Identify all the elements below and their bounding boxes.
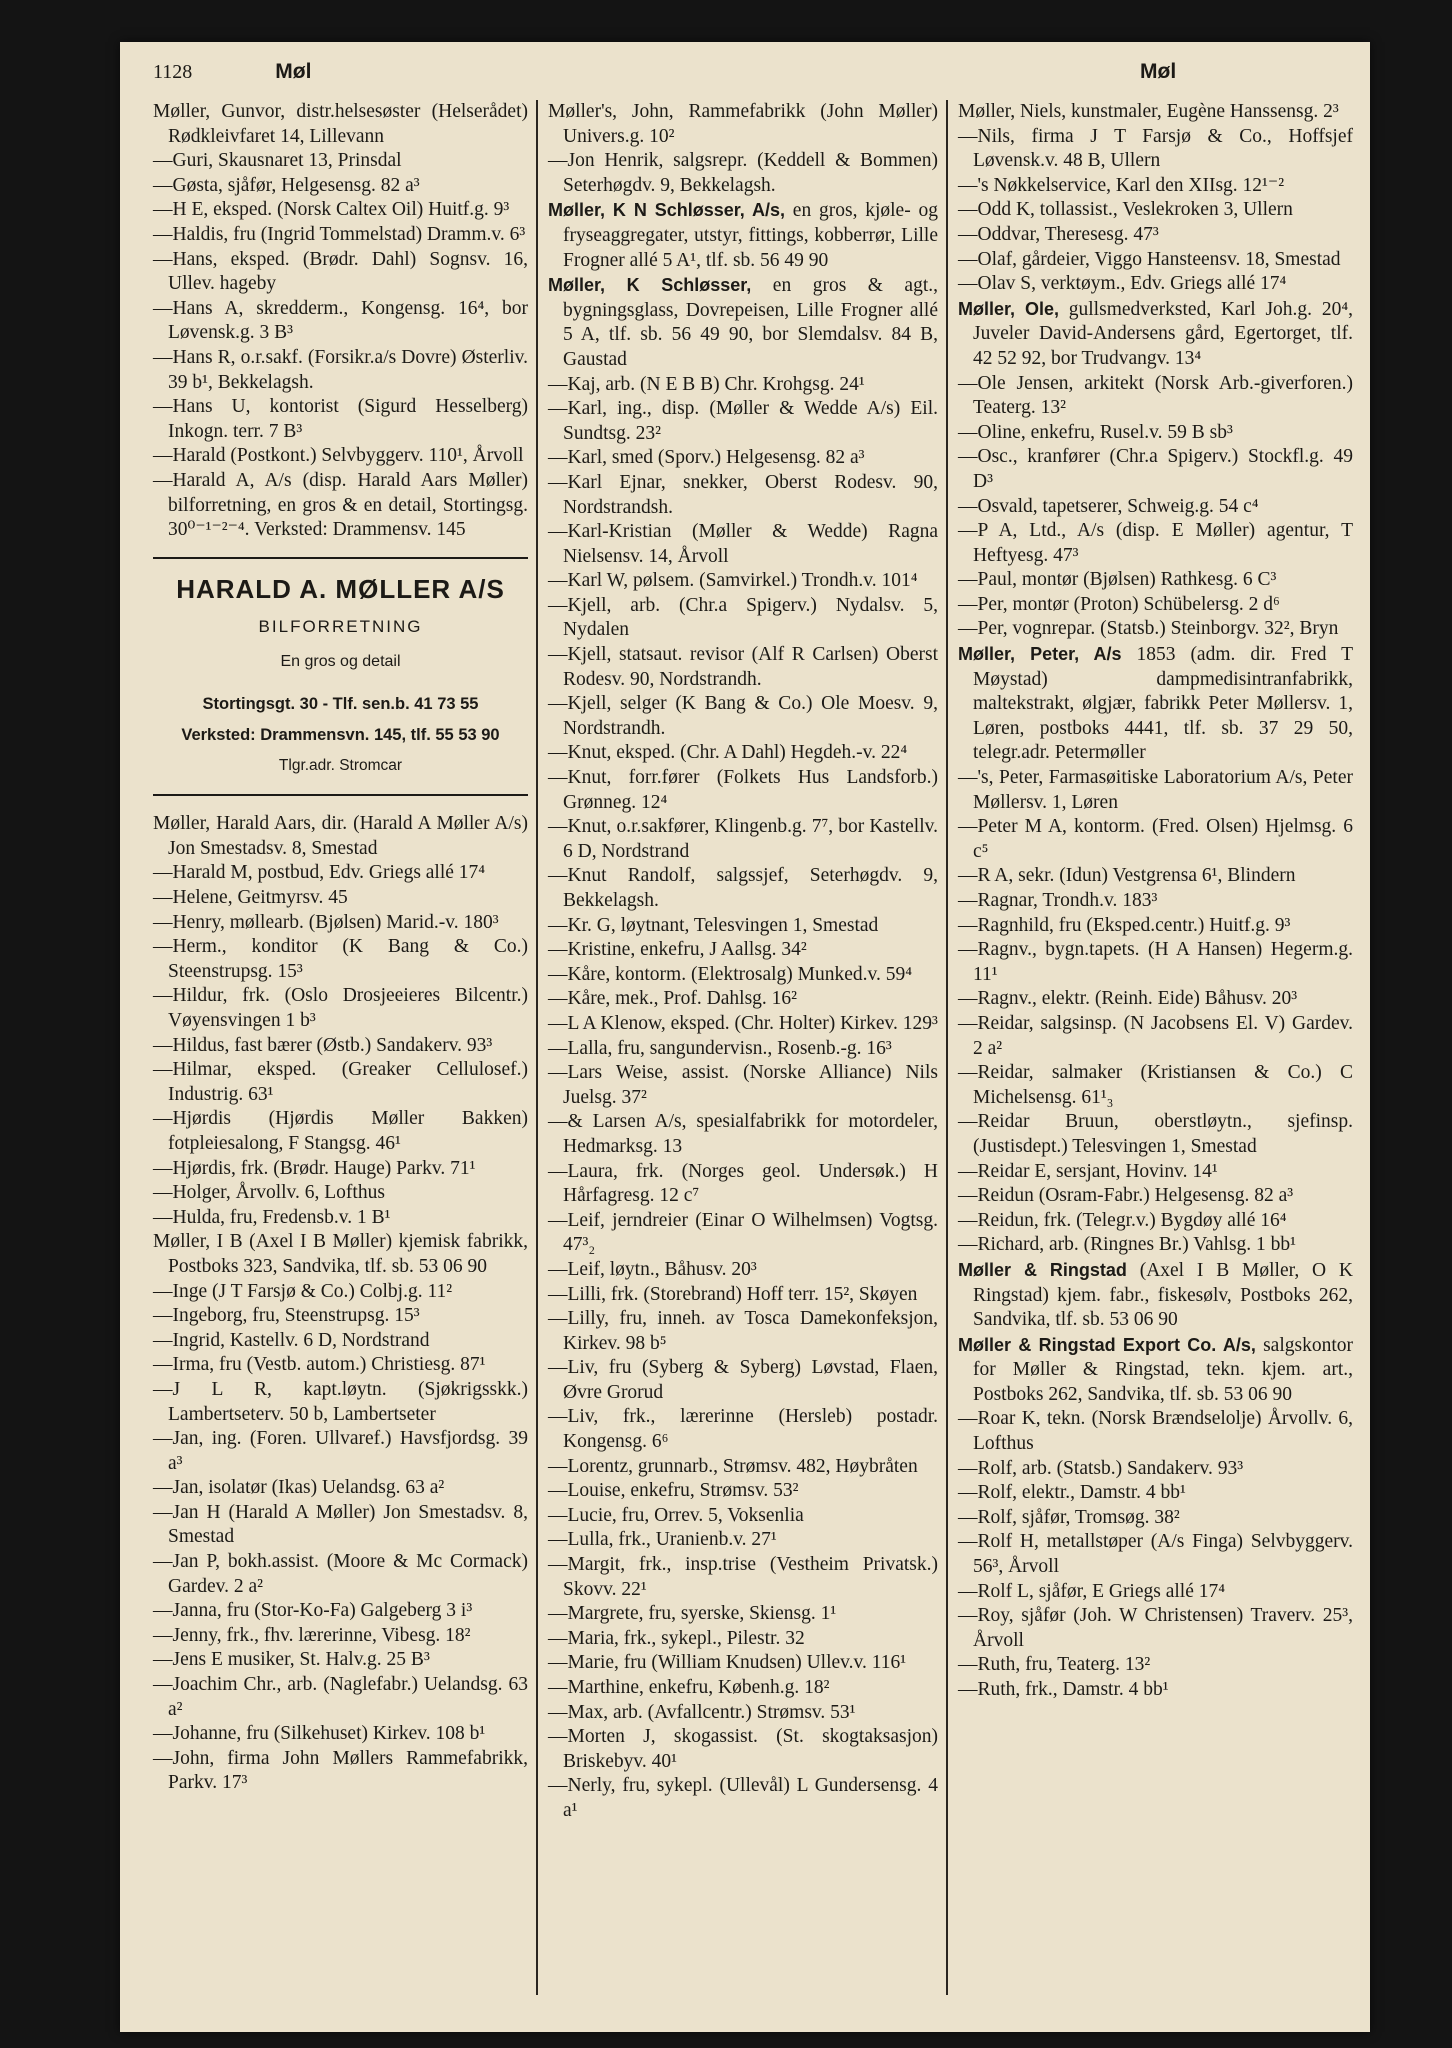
directory-entry: —Jan H (Harald A Møller) Jon Smestadsv. 8, Smestad xyxy=(153,1501,528,1548)
directory-entry: —Roy, sjåfør (Joh. W Christensen) Traverv. 25³, Årvoll xyxy=(958,1605,1353,1651)
directory-entry: —Knut Randolf, salgssjef, Seterhøgdv. 9, Bekkelagsh. xyxy=(548,865,938,911)
directory-entry: —Per, vognrepar. (Statsb.) Steinborgv. 32², Bryn xyxy=(958,618,1339,640)
ad-workshop-line: Verksted: Drammensvn. 145, tlf. 55 53 90 xyxy=(181,726,500,745)
directory-entry: —Lalla, fru, sangundervisn., Rosenb.-g. 16³ xyxy=(548,1037,892,1059)
entry-list xyxy=(548,100,938,1824)
directory-entry: —Knut, forr.fører (Folkets Hus Landsforb.) Grønneg. 12⁴ xyxy=(548,767,938,813)
directory-entry: —Olaf, gårdeier, Viggo Hansteensv. 18, Smestad xyxy=(958,248,1341,270)
directory-entry: —Janna, fru (Stor-Ko-Fa) Galgeberg 3 i³ xyxy=(153,1600,473,1622)
directory-entry: —Hilmar, eksped. (Greaker Cellulosef.) Industrig. 63¹ xyxy=(153,1059,528,1105)
entry-list xyxy=(153,812,528,1796)
directory-entry: —Guri, Skausnaret 13, Prinsdal xyxy=(153,150,402,172)
entry-heading: Møller, K N Schløsser, A/s, xyxy=(548,200,786,221)
directory-entry: —J L R, kapt.løytn. (Sjøkrigsskk.) Lambertseterv. 50 b, Lambertseter xyxy=(153,1378,528,1425)
directory-entry: —Jan P, bokh.assist. (Moore & Mc Cormack) Gardev. 2 a² xyxy=(153,1551,528,1597)
directory-entry: —Max, arb. (Avfallcentr.) Strømsv. 53¹ xyxy=(548,1701,856,1723)
entry-list xyxy=(153,100,528,543)
entry-text: en gros, kjøle- og fryseaggregater, utstyr, fittings, kobberrør, Lille Frogner allé 5 A¹, tlf. sb. 56 49 90 xyxy=(563,200,938,271)
directory-entry: —Reidun, frk. (Telegr.v.) Bygdøy allé 16⁴ xyxy=(958,1209,1287,1231)
directory-entry: —Ole Jensen, arkitekt (Norsk Arb.-giverforen.) Teaterg. 13² xyxy=(958,372,1353,419)
directory-entry: —Maria, frk., sykepl., Pilestr. 32 xyxy=(548,1627,805,1649)
directory-entry: —Laura, frk. (Norges geol. Undersøk.) H Hårfagresg. 12 c⁷ xyxy=(548,1160,938,1207)
directory-entry: —Reidun (Osram-Fabr.) Helgesensg. 82 a³ xyxy=(958,1185,1294,1207)
column-divider xyxy=(946,100,948,1995)
directory-entry: —Lulla, frk., Uranienb.v. 27¹ xyxy=(548,1529,777,1551)
directory-entry: —Inge (J T Farsjø & Co.) Colbj.g. 11² xyxy=(153,1280,453,1302)
directory-entry: —Rolf L, sjåfør, E Griegs allé 17⁴ xyxy=(958,1580,1226,1602)
ad-address-line: Stortingsgt. 30 - Tlf. sen.b. 41 73 55 xyxy=(202,695,479,714)
directory-entry: —Irma, fru (Vestb. autom.) Christiesg. 87¹ xyxy=(153,1354,486,1376)
entry-text: en gros & agt., bygningsglass, Dovrepeisen, Lille Frogner allé 5 A, tlf. sb. 56 49 90, bor Slemdalsv. 84 B, Gaustad xyxy=(563,275,938,370)
entry-heading: Møller, Peter, A/s xyxy=(958,644,1122,665)
directory-entry: —Reidar, salmaker (Kristiansen & Co.) C Michelsensg. 61¹₃ xyxy=(958,1062,1353,1108)
directory-entry: —Harald (Postkont.) Selvbyggerv. 110¹, Årvoll xyxy=(153,445,524,467)
directory-entry xyxy=(958,1333,1353,1408)
entry-heading: Møller, K Schløsser, xyxy=(548,275,752,296)
directory-entry: —Rolf, sjåfør, Tromsøg. 38² xyxy=(958,1506,1180,1528)
directory-entry: —Hans A, skredderm., Kongensg. 16⁴, bor Løvensk.g. 3 B³ xyxy=(153,297,528,344)
column-2 xyxy=(548,100,938,1824)
directory-entry: —Hildur, frk. (Oslo Drosjeeieres Bilcentr.) Vøyensvingen 1 b³ xyxy=(153,985,528,1031)
column-1 xyxy=(153,100,528,1796)
directory-entry: —Karl W, pølsem. (Samvirkel.) Trondh.v. 101⁴ xyxy=(548,570,918,592)
directory-entry: —Lilly, fru, inneh. av Tosca Damekonfeksjon, Kirkev. 98 b⁵ xyxy=(548,1308,938,1354)
directory-entry: —John, firma John Møllers Rammefabrikk, Parkv. 17³ xyxy=(153,1747,528,1794)
directory-entry: Møller, Gunvor, distr.helsesøster (Helserådet) Rødkleivfaret 14, Lillevann xyxy=(153,101,528,147)
directory-entry: —Harald A, A/s (disp. Harald Aars Møller) bilforretning, en gros & en detail, Stortingsg. 30⁰⁻¹⁻²⁻⁴. Verksted: Drammensv. 145 xyxy=(153,469,528,541)
directory-entry: —Rolf, elektr., Damstr. 4 bb¹ xyxy=(958,1482,1186,1504)
directory-entry: —Richard, arb. (Ringnes Br.) Vahlsg. 1 bb¹ xyxy=(958,1234,1297,1256)
advertisement-box xyxy=(153,557,528,797)
header-keyword-right: Møl xyxy=(1140,60,1177,83)
directory-entry: —Marthine, enkefru, Københ.g. 18² xyxy=(548,1677,830,1698)
directory-entry: —Ragnv., bygn.tapets. (H A Hansen) Hegerm.g. 11¹ xyxy=(958,939,1353,985)
directory-entry: —Rolf H, metallstøper (A/s Finga) Selvbyggerv. 56³, Årvoll xyxy=(958,1531,1353,1578)
directory-entry: —Ruth, frk., Damstr. 4 bb¹ xyxy=(958,1679,1169,1700)
directory-page xyxy=(120,42,1370,2032)
directory-entry: —Karl, smed (Sporv.) Helgesensg. 82 a³ xyxy=(548,447,865,469)
directory-entry: —Hans, eksped. (Brødr. Dahl) Sognsv. 16, Ullev. hageby xyxy=(153,248,528,295)
column-3 xyxy=(958,100,1353,1703)
ad-subtitle: BILFORRETNING xyxy=(258,617,423,637)
directory-entry: —Rolf, arb. (Statsb.) Sandakerv. 93³ xyxy=(958,1457,1244,1479)
directory-entry: —Reidar, salgsinsp. (N Jacobsens El. V) Gardev. 2 a² xyxy=(958,1012,1353,1059)
directory-entry: —Ragnv., elektr. (Reinh. Eide) Båhusv. 20³ xyxy=(958,988,1298,1010)
directory-entry: —Ragnhild, fru (Eksped.centr.) Huitf.g. 9³ xyxy=(958,914,1291,936)
directory-entry: —Hjørdis, frk. (Brødr. Hauge) Parkv. 71¹ xyxy=(153,1157,476,1179)
entry-heading: Møller & Ringstad xyxy=(958,1259,1127,1280)
directory-entry: —Joachim Chr., arb. (Naglefabr.) Uelandsg. 63 a² xyxy=(153,1674,528,1720)
directory-entry: —Kåre, mek., Prof. Dahlsg. 16² xyxy=(548,988,798,1010)
directory-entry: —Karl Ejnar, snekker, Oberst Rodesv. 90, Nordstrandsh. xyxy=(548,471,938,518)
directory-entry: —Margit, frk., insp.trise (Vestheim Privatsk.) Skovv. 22¹ xyxy=(548,1554,938,1600)
entry-heading: Møller & Ringstad Export Co. A/s, xyxy=(958,1334,1256,1355)
directory-entry: —Oddvar, Theresesg. 47³ xyxy=(958,223,1159,245)
directory-entry: —Holger, Årvollv. 6, Lofthus xyxy=(153,1182,385,1204)
entry-text: salgskontor for Møller & Ringstad, tekn. kjem. art., Postboks 262, Sandvika, tlf. sb. 53 06 90 xyxy=(973,1334,1353,1405)
directory-entry: —Morten J, skogassist. (St. skogtaksasjon) Briskebyv. 40¹ xyxy=(548,1726,938,1772)
directory-entry: —Per, montør (Proton) Schübelersg. 2 d⁶ xyxy=(958,593,1280,615)
directory-entry: —Lucie, fru, Orrev. 5, Voksenlia xyxy=(548,1504,804,1526)
directory-entry: —Oline, enkefru, Rusel.v. 59 B sb³ xyxy=(958,421,1233,443)
directory-entry: —Lars Weise, assist. (Norske Alliance) Nils Juelsg. 37² xyxy=(548,1062,938,1108)
directory-entry: —Harald M, postbud, Edv. Griegs allé 17⁴ xyxy=(153,862,486,884)
directory-entry: —Hans U, kontorist (Sigurd Hesselberg) Inkogn. terr. 7 B³ xyxy=(153,396,528,442)
directory-entry: —Hildus, fast bærer (Østb.) Sandakerv. 93³ xyxy=(153,1034,493,1056)
directory-entry: —Paul, montør (Bjølsen) Rathkesg. 6 C³ xyxy=(958,569,1277,591)
directory-entry xyxy=(958,297,1353,372)
directory-entry: —Herm., konditor (K Bang & Co.) Steenstrupsg. 15³ xyxy=(153,936,528,982)
directory-entry: —Nils, firma J T Farsjø & Co., Hoffsjef Løvensk.v. 48 B, Ullern xyxy=(958,125,1353,172)
directory-entry: —Lorentz, grunnarb., Strømsv. 482, Høybråten xyxy=(548,1455,918,1477)
directory-entry: —Karl, ing., disp. (Møller & Wedde A/s) Eil. Sundtsg. 23² xyxy=(548,398,938,444)
directory-entry: —Ingrid, Kastellv. 6 D, Nordstrand xyxy=(153,1329,430,1351)
directory-entry: —Kåre, kontorm. (Elektrosalg) Munked.v. 59⁴ xyxy=(548,963,913,985)
directory-entry xyxy=(548,198,938,273)
ad-tagline: En gros og detail xyxy=(280,652,401,670)
ad-title: HARALD A. MØLLER A/S xyxy=(176,573,505,604)
directory-entry: —Helene, Geitmyrsv. 45 xyxy=(153,887,348,909)
directory-entry: —Jan, ing. (Foren. Ullvaref.) Havsfjordsg. 39 a³ xyxy=(153,1428,528,1474)
directory-entry: —Knut, o.r.sakfører, Klingenb.g. 7⁷, bor Kastellv. 6 D, Nordstrand xyxy=(548,816,938,862)
directory-entry: —Ruth, fru, Teaterg. 13² xyxy=(958,1654,1151,1676)
directory-entry: —Olav S, verktøym., Edv. Griegs allé 17⁴ xyxy=(958,273,1287,295)
directory-entry: —Jan, isolatør (Ikas) Uelandsg. 63 a² xyxy=(153,1477,445,1499)
directory-entry: —Liv, frk., lærerinne (Hersleb) postadr. Kongensg. 6⁶ xyxy=(548,1406,938,1453)
entry-text: (Axel I B Møller, O K Ringstad) kjem. fabr., fiskesølv, Postboks 262, Sandvika, tlf. sb. 53 06 90 xyxy=(973,1259,1353,1331)
directory-entry: —Leif, jerndreier (Einar O Wilhelmsen) Vogtsg. 47³₂ xyxy=(548,1209,938,1256)
directory-entry: —'s Nøkkelservice, Karl den XIIsg. 12¹⁻² xyxy=(958,174,1285,196)
directory-entry: —Odd K, tollassist., Veslekroken 3, Ullern xyxy=(958,199,1293,221)
directory-entry: Møller, Harald Aars, dir. (Harald A Møller A/s) Jon Smestadsv. 8, Smestad xyxy=(153,813,528,859)
directory-entry: —Haldis, fru (Ingrid Tommelstad) Dramm.v. 6³ xyxy=(153,223,526,245)
ad-telegram-address: Tlgr.adr. Stromcar xyxy=(278,756,403,774)
directory-entry xyxy=(958,1258,1353,1333)
directory-entry: —H E, eksped. (Norsk Caltex Oil) Huitf.g. 9³ xyxy=(153,199,510,221)
directory-entry: Møller, I B (Axel I B Møller) kjemisk fabrikk, Postboks 323, Sandvika, tlf. sb. 53 06 90 xyxy=(153,1231,528,1277)
directory-entry: —Kjell, statsaut. revisor (Alf R Carlsen) Oberst Rodesv. 90, Nordstrandh. xyxy=(548,644,938,690)
directory-entry: —Jon Henrik, salgsrepr. (Keddell & Bommen) Seterhøgdv. 9, Bekkelagsh. xyxy=(548,150,938,196)
directory-entry: —Peter M A, kontorm. (Fred. Olsen) Hjelmsg. 6 c⁵ xyxy=(958,816,1353,862)
directory-entry: —Johanne, fru (Silkehuset) Kirkev. 108 b¹ xyxy=(153,1723,486,1745)
entry-text: 1853 (adm. dir. Fred T Møystad) dampmedisintranfabrikk, maltekstrakt, ølgjær, fabrikk Peter Møllersv. 1, Løren, postboks 4441, tlf. sb. 37 29 50, telegr.adr. Petermøller xyxy=(973,644,1353,764)
directory-entry: —Henry, møllearb. (Bjølsen) Marid.-v. 180³ xyxy=(153,911,499,933)
directory-entry: —Lilli, frk. (Storebrand) Hoff terr. 15², Skøyen xyxy=(548,1283,918,1305)
directory-entry: —Hjørdis (Hjørdis Møller Bakken) fotpleiesalong, F Stangsg. 46¹ xyxy=(153,1108,528,1154)
directory-entry: —Osvald, tapetserer, Schweig.g. 54 c⁴ xyxy=(958,495,1259,517)
directory-entry: —Osc., kranfører (Chr.a Spigerv.) Stockfl.g. 49 D³ xyxy=(958,446,1353,492)
directory-entry: —Jenny, frk., fhv. lærerinne, Vibesg. 18² xyxy=(153,1624,471,1646)
directory-entry: —P A, Ltd., A/s (disp. E Møller) agentur, T Heftyesg. 47³ xyxy=(958,520,1353,566)
directory-entry: —Roar K, tekn. (Norsk Brændselolje) Årvollv. 6, Lofthus xyxy=(958,1408,1353,1455)
directory-entry: —Margrete, fru, syerske, Skiensg. 1¹ xyxy=(548,1603,837,1625)
directory-entry: Møller's, John, Rammefabrikk (John Møller) Univers.g. 10² xyxy=(548,101,938,147)
directory-entry: —'s, Peter, Farmasøitiske Laboratorium A/s, Peter Møllersv. 1, Løren xyxy=(958,767,1353,813)
directory-entry: —L A Klenow, eksped. (Chr. Holter) Kirkev. 129³ xyxy=(548,1012,938,1034)
directory-entry: —Reidar E, sersjant, Hovinv. 14¹ xyxy=(958,1160,1218,1182)
directory-entry: —Hans R, o.r.sakf. (Forsikr.a/s Dovre) Østerliv. 39 b¹, Bekkelagsh. xyxy=(153,346,528,393)
directory-entry: —Leif, løytn., Båhusv. 20³ xyxy=(548,1258,757,1280)
page-header-left xyxy=(153,60,311,84)
page-header-right xyxy=(1140,60,1176,84)
entry-text: gullsmedverksted, Karl Joh.g. 20⁴, Juveler David-Andersens gård, Egertorget, tlf. 42 52 92, bor Trudvangv. 13⁴ xyxy=(973,298,1354,369)
directory-entry: —Ingeborg, fru, Steenstrupsg. 15³ xyxy=(153,1305,420,1327)
directory-entry: —Jens E musiker, St. Halv.g. 25 B³ xyxy=(153,1649,430,1671)
directory-entry: —Karl-Kristian (Møller & Wedde) Ragna Nielsensv. 14, Årvoll xyxy=(548,521,938,567)
column-divider xyxy=(536,100,538,1995)
directory-entry: —& Larsen A/s, spesialfabrikk for motordeler, Hedmarksg. 13 xyxy=(548,1111,938,1157)
directory-entry: —Ragnar, Trondh.v. 183³ xyxy=(958,890,1158,911)
directory-entry: —Kristine, enkefru, J Aallsg. 34² xyxy=(548,939,807,961)
entry-list xyxy=(958,100,1353,1703)
directory-entry: —R A, sekr. (Idun) Vestgrensa 6¹, Blindern xyxy=(958,865,1296,887)
directory-entry: —Kjell, selger (K Bang & Co.) Ole Moesv. 9, Nordstrandh. xyxy=(548,693,938,739)
directory-entry: —Reidar Bruun, oberstløytn., sjefinsp. (Justisdept.) Telesvingen 1, Smestad xyxy=(958,1111,1353,1157)
header-keyword-left: Møl xyxy=(275,60,312,83)
directory-entry: —Kjell, arb. (Chr.a Spigerv.) Nydalsv. 5, Nydalen xyxy=(548,594,938,641)
directory-entry: —Kaj, arb. (N E B B) Chr. Krohgsg. 24¹ xyxy=(548,373,865,395)
directory-entry: —Gøsta, sjåfør, Helgesensg. 82 a³ xyxy=(153,174,420,196)
page-number: 1128 xyxy=(153,61,193,83)
directory-entry: —Kr. G, løytnant, Telesvingen 1, Smestad xyxy=(548,914,879,936)
directory-entry xyxy=(958,642,1353,766)
directory-entry: —Liv, fru (Syberg & Syberg) Løvstad, Flaen, Øvre Grorud xyxy=(548,1357,938,1403)
directory-entry: —Marie, fru (William Knudsen) Ullev.v. 116¹ xyxy=(548,1652,907,1674)
directory-entry: —Nerly, fru, sykepl. (Ullevål) L Gundersensg. 4 a¹ xyxy=(548,1775,938,1821)
directory-entry: —Hulda, fru, Fredensb.v. 1 B¹ xyxy=(153,1206,391,1228)
directory-entry: —Knut, eksped. (Chr. A Dahl) Hegdeh.-v. 22⁴ xyxy=(548,742,908,764)
directory-entry xyxy=(548,273,938,372)
entry-heading: Møller, Ole, xyxy=(958,298,1059,319)
directory-entry: —Louise, enkefru, Strømsv. 53² xyxy=(548,1480,799,1502)
directory-entry: Møller, Niels, kunstmaler, Eugène Hanssensg. 2³ xyxy=(958,101,1339,122)
